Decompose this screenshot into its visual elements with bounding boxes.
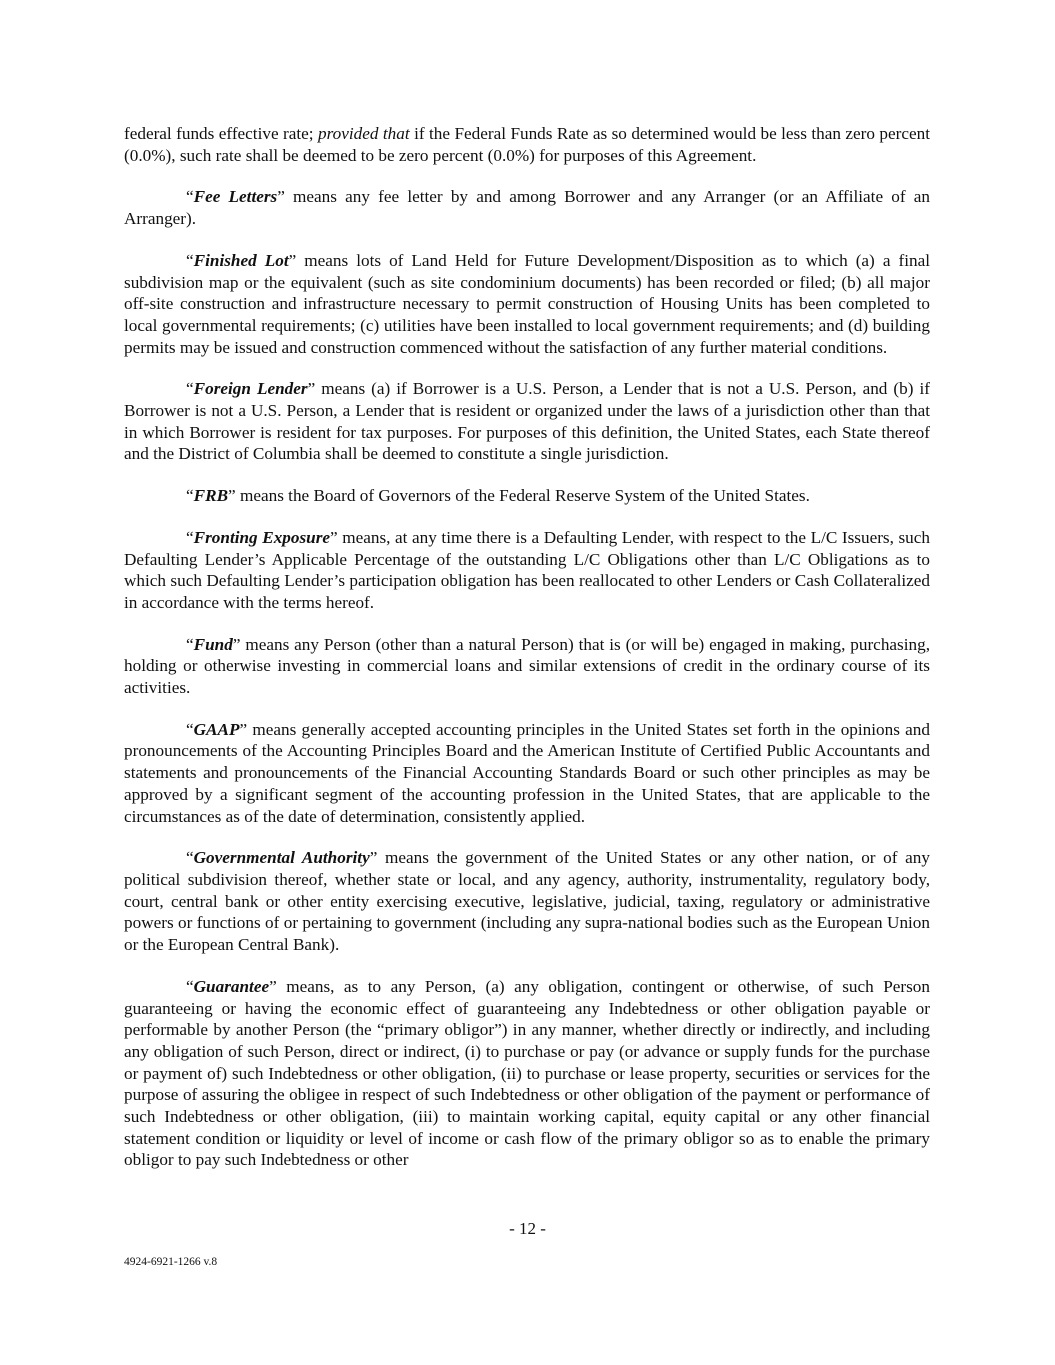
document-body: [124, 123, 930, 1171]
open-quote: “: [186, 634, 194, 654]
definition-guarantee: [124, 976, 930, 1171]
definition-text: ” means, as to any Person, (a) any obligation, contingent or otherwise, of such Person guaranteeing or having the economic effect of guaranteeing any Indebtedness or other obligation payable or performable by another Person (the “primary obligor”) in any manner, whether directly or indirectly, and including any obligation of such Person, direct or indirect, (i) to purchase or pay (or advance or supply funds for the purchase or payment of) such Indebtedness or other obligation, (ii) to purchase or lease property, securities or services for the purpose of assuring the obligee in respect of such Indebtedness or other obligation of the payment or performance of such Indebtedness or other obligation, (iii) to maintain working capital, equity capital or any other financial statement condition or liquidity or level of income or cash flow of the primary obligor so as to enable the primary obligor to pay such Indebtedness or other: [124, 976, 930, 1170]
definition-foreign-lender: [124, 378, 930, 465]
open-quote: “: [186, 976, 194, 996]
definition-text: ” means any Person (other than a natural Person) that is (or will be) engaged in making, purchasing, holding or otherwise investing in commercial loans and similar extensions of credit in the ordinary course of its activities.: [124, 634, 930, 698]
italic-phrase: provided that: [318, 124, 410, 143]
continuation-text: federal funds effective rate;: [124, 124, 318, 143]
open-quote: “: [186, 379, 194, 399]
definition-fund: [124, 634, 930, 699]
open-quote: “: [186, 527, 194, 547]
continuation-paragraph: [124, 123, 930, 166]
definition-finished-lot: [124, 250, 930, 359]
definition-frb: [124, 485, 930, 507]
defined-term: Fronting Exposure: [193, 527, 331, 547]
definition-text: ” means any fee letter by and among Borrower and any Arranger (or an Affiliate of an Arranger).: [124, 187, 930, 229]
defined-term: GAAP: [193, 719, 240, 739]
definition-text: ” means, at any time there is a Defaulting Lender, with respect to the L/C Issuers, such Defaulting Lender’s Applicable Percentage of the outstanding L/C Obligations other than L/C Obligations as to which such Defaulting Lender’s participation obligation has been reallocated to other Lenders or Cash Collateralized in accordance with the terms hereof.: [124, 527, 930, 612]
defined-term: Finished Lot: [193, 250, 289, 270]
open-quote: “: [186, 250, 194, 270]
defined-term: Guarantee: [193, 976, 270, 996]
page-number: - 12 -: [509, 1219, 546, 1238]
definition-fee-letters: [124, 186, 930, 229]
definition-gaap: [124, 719, 930, 828]
defined-term: Fee Letters: [193, 187, 278, 207]
document-id: 4924-6921-1266 v.8: [124, 1256, 218, 1268]
definition-text: ” means lots of Land Held for Future Development/Disposition as to which (a) a final subdivision map or the equivalent (such as site condominium documents) has been recorded or filed; (b) all major off-site construction and infrastructure necessary to permit construction of Housing Units has been completed to local governmental requirements; (c) utilities have been installed to local government requirements; and (d) building permits may be issued and construction commenced without the satisfaction of any further material conditions.: [124, 250, 930, 357]
defined-term: Fund: [193, 634, 233, 654]
open-quote: “: [186, 187, 194, 207]
open-quote: “: [186, 848, 194, 868]
definition-text: ” means the Board of Governors of the Federal Reserve System of the United States.: [228, 486, 810, 506]
defined-term: Governmental Authority: [193, 848, 370, 868]
definition-governmental-authority: [124, 847, 930, 956]
defined-term: Foreign Lender: [193, 379, 308, 399]
open-quote: “: [186, 486, 194, 506]
continuation-text: if the Federal Funds Rate as so determined would be less than zero percent (0.0%), such rate shall be deemed to be zero percent (0.0%) for purposes of this Agreement.: [124, 124, 930, 165]
open-quote: “: [186, 719, 194, 739]
defined-term: FRB: [193, 486, 229, 506]
definition-text: ” means (a) if Borrower is a U.S. Person, a Lender that is not a U.S. Person, and (b) if Borrower is not a U.S. Person, a Lender that is resident or organized under the laws of a jurisdiction other than that in which Borrower is resident for tax purposes. For purposes of this definition, the United States, each State thereof and the District of Columbia shall be deemed to constitute a single jurisdiction.: [124, 379, 930, 464]
definition-text: ” means generally accepted accounting principles in the United States set forth in the opinions and pronouncements of the Accounting Principles Board and the American Institute of Certified Public Accountants and statements and pronouncements of the Financial Accounting Standards Board or such other principles as may be approved by a significant segment of the accounting profession in the United States, that are applicable to the circumstances as of the date of determination, consistently applied.: [124, 719, 930, 826]
definition-text: ” means the government of the United States or any other nation, or of any political subdivision thereof, whether state or local, and any agency, authority, instrumentality, regulatory body, court, central bank or other entity exercising executive, legislative, judicial, taxing, regulatory or administrative powers or functions of or pertaining to government (including any supra-national bodies such as the European Union or the European Central Bank).: [124, 848, 930, 955]
definition-fronting-exposure: [124, 527, 930, 614]
